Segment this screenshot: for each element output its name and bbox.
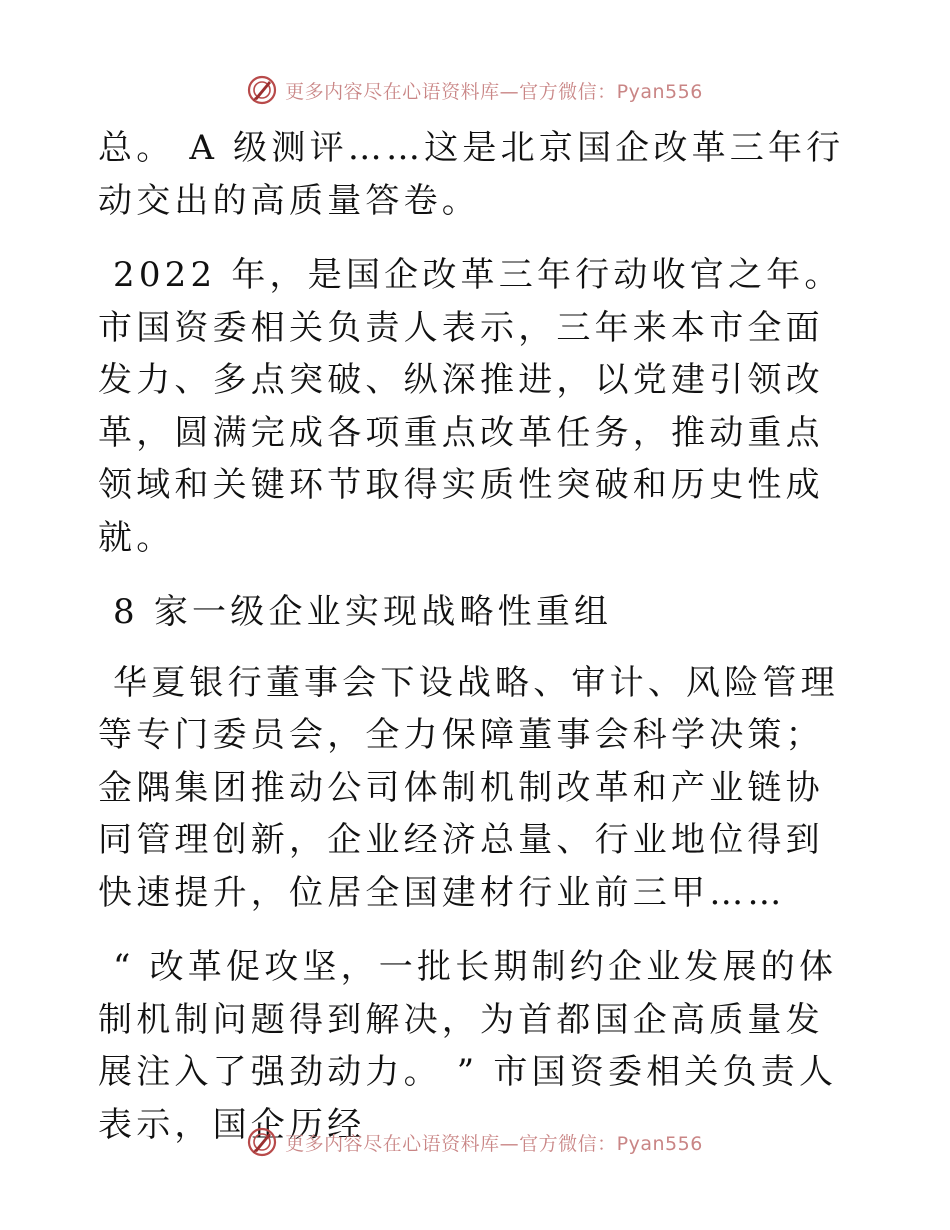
quill-logo-icon bbox=[247, 1127, 277, 1157]
watermark-text: 更多内容尽在心语资料库—官方微信：Pyan556 bbox=[285, 80, 703, 103]
section-heading: 8 家一级企业实现战略性重组 bbox=[98, 592, 613, 632]
paragraph-2022-summary: 2022 年，是国企改革三年行动收官之年。市国资委相关负责人表示，三年来本市全面发力、多点突破、纵深推进，以党建引领改革，圆满完成各项重点改革任务，推动重点领域和关键环节取得实质性突破和历史性成就。 bbox=[98, 255, 843, 558]
paragraph-quote: “ 改革促攻坚，一批长期制约企业发展的体制机制问题得到解决，为首都国企高质量发展注入了强劲动力。 ” 市国资委相关负责人表示，国企历经 bbox=[98, 947, 838, 1145]
paragraph-intro-end: 总。 A 级测评……这是北京国企改革三年行动交出的高质量答卷。 bbox=[98, 128, 845, 221]
paragraph-examples: 华夏银行董事会下设战略、审计、风险管理等专门委员会，全力保障董事会科学决策；金隅集团推动公司体制机制改革和产业链协同管理创新，企业经济总量、行业地位得到快速提升，位居全国建材行业前三甲…… bbox=[98, 662, 839, 913]
header-watermark bbox=[0, 72, 950, 108]
document-body bbox=[98, 122, 850, 1173]
footer-watermark bbox=[0, 1124, 950, 1160]
watermark-text: 更多内容尽在心语资料库—官方微信：Pyan556 bbox=[285, 1132, 703, 1155]
quill-logo-icon bbox=[247, 75, 277, 105]
